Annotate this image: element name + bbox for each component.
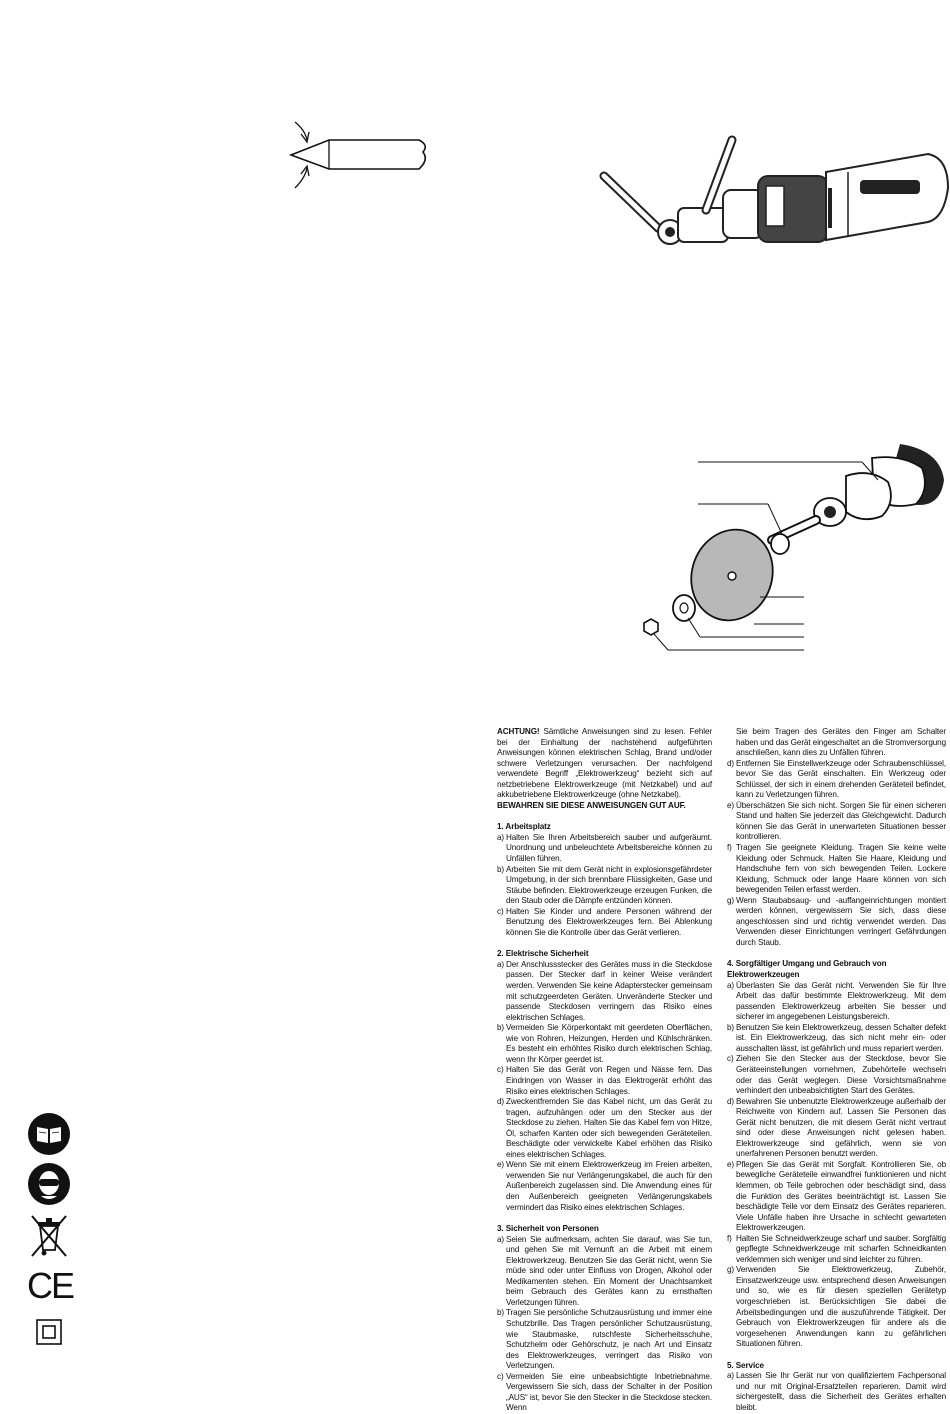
section-title: 4. Sorgfältiger Umgang und Gebrauch von Elektrowerkzeugen (727, 959, 887, 980)
list-item: c) Ziehen Sie den Stecker aus der Steckdose, bevor Sie Geräteeinstellungen vornehmen, Zubehörteile wechseln oder das Gerät weglegen. Diese Vorsichtsmaßnahme verhindert den unbeabsichtigten Start des Gerätes. (727, 1054, 946, 1096)
list-item: a) Seien Sie aufmerksam, achten Sie darauf, was Sie tun, und gehen Sie mit Vernunft an die Arbeit mit einem Elektrowerkzeug. Benutzen Sie das Gerät nicht, wenn Sie müde sind oder unter Einfluss von Drogen, Alkohol oder Medikamenten stehen. Ein Moment der Unachtsamkeit beim Gebrauch des Gerätes kann zu ernsthaften Verletzungen führen. (497, 1234, 712, 1307)
list-item: g) Wenn Staubabsaug- und -auffangeinrichtungen montiert werden können, vergewissern Sie sich, dass diese angeschlossen sind und richtig verwendet werden. Das Verwenden dieser Einrichtungen verringert Gefährdungen durch Staub. (727, 895, 946, 947)
list-item: b) Tragen Sie persönliche Schutzausrüstung und immer eine Schutzbrille. Das Tragen persönlicher Schutzausrüstung, wie Staubmaske, rutschfeste Sicherheitsschuhe, Schutzhelm oder Gehörschutz, je nach Art und Einsatz des Elektrowerkzeuges, verringert das Risiko von Verletzungen. (497, 1308, 712, 1371)
warning-text: Sämtliche Anweisungen sind zu lesen. Fehler bei der Einhaltung der nachstehend aufgeführten Anweisungen können elektrischen Schlag, Brand und/oder schwere Verletzungen verursachen. Der nachfolgend verwendete Begriff „Elektrowerkzeug“ bezieht sich auf netzbetriebene Elektrowerkzeuge (mit Netzkabel) und auf akkubetriebene Elektrowerkzeuge (ohne Netzkabel). (497, 727, 712, 800)
list-item: d) Entfernen Sie Einstellwerkzeuge oder Schraubenschlüssel, bevor Sie das Gerät einschalten. Ein Werkzeug oder Schlüssel, der sich in einem drehenden Geräteteil befindet, kann zu Verletzungen führen. (727, 758, 946, 800)
list-item: f) Tragen Sie geeignete Kleidung. Tragen Sie keine weite Kleidung oder Schmuck. Halten Sie Haare, Kleidung und Handschuhe fern von sich bewegenden Teilen. Lockere Kleidung, Schmuck oder lange Haare können von sich bewegenden Teilen erfasst werden. (727, 843, 946, 895)
list-item: e) Wenn Sie mit einem Elektrowerkzeug im Freien arbeiten, verwenden Sie nur Verlängerungskabel, die auch für den Außenbereich zugelassen sind. Die Anwendung eines für den Außenbereich geeigneten Verlängerungskabels vermindert das Risiko eines elektrischen Schlages. (497, 1160, 712, 1212)
list-item: f) Halten Sie Schneidwerkzeuge scharf und sauber. Sorgfältig gepflegte Schneidwerkzeuge mit scharfen Schneidkanten verklemmen sich weniger und sind leichter zu führen. (727, 1233, 946, 1264)
continuation-text: Sie beim Tragen des Gerätes den Finger am Schalter haben und das Gerät eingeschaltet an die Stromversorgung anschließen, kann dies zu Unfällen führen. (736, 727, 946, 758)
warning-label: ACHTUNG! (497, 727, 540, 736)
list-item: b) Vermeiden Sie Körperkontakt mit geerdeten Oberflächen, wie von Rohren, Heizungen, Herden und Kühlschränken. Es besteht ein erhöhtes Risiko durch elektrischen Schlag, wenn Ihr Körper geerdet ist. (497, 1023, 712, 1064)
list-item: c) Halten Sie Kinder und andere Personen während der Benutzung des Elektrowerkzeuges fern. Bei Ablenkung können Sie die Kontrolle über das Gerät verlieren. (497, 906, 712, 937)
list-item: d) Zweckentfremden Sie das Kabel nicht, um das Gerät zu tragen, aufzuhängen oder um den Stecker aus der Steckdose zu ziehen. Halten Sie das Kabel fern von Hitze, Öl, scharfen Kanten oder sich bewegenden Geräteteilen. Beschädigte oder verwickelte Kabel erhöhen das Risiko eines elektrischen Schlages. (497, 1097, 712, 1159)
disc-assembly-figure (640, 440, 950, 660)
list-item: a) Lassen Sie Ihr Gerät nur von qualifiziertem Fachpersonal und nur mit Original-Ersatzteilen reparieren. Damit wird sichergestellt, dass die Sicherheit des Gerätes erhalten bleibt. (727, 1371, 946, 1412)
list-item: c) Halten Sie das Gerät von Regen und Nässe fern. Das Eindringen von Wasser in das Elektrogerät erhöht das Risiko eines elektrischen Schlages. (497, 1065, 712, 1096)
read-manual-icon (27, 1112, 71, 1156)
list-item: d) Bewahren Sie unbenutzte Elektrowerkzeuge außerhalb der Reichweite von Kindern auf. Lassen Sie Personen das Gerät nicht benutzen, die mit diesem Gerät nicht vertraut sind oder diese Anweisungen nicht gelesen haben. Elektrowerkzeuge sind gefährlich, wenn sie von unerfahrenen Personen benutzt werden. (727, 1096, 946, 1159)
list-item: g) Verwenden Sie Elektrowerkzeug, Zubehör, Einsatzwerkzeuge usw. entsprechend diesen Anweisungen und so, wie es für diesen speziellen Gerätetyp vorgeschrieben ist. Berücksichtigen Sie dabei die Arbeitsbedingungen und die auszuführende Tätigkeit. Der Gebrauch von Elektrowerkzeugen für andere als die vorgesehenen Anwendungen kann zu gefährlichen Situationen führen. (727, 1265, 946, 1349)
right-text-column (727, 727, 946, 1413)
list-item: a) Überlasten Sie das Gerät nicht. Verwenden Sie für Ihre Arbeit das dafür bestimmte Elektrowerkzeug. Mit dem passenden Elektrowerkzeug arbeiten Sie besser und sicherer im angegebenen Leistungsbereich. (727, 980, 946, 1022)
list-item: a) Der Anschlussstecker des Gerätes muss in die Steckdose passen. Der Stecker darf in keiner Weise verändert werden. Verwenden Sie keine Adapterstecker gemeinsam mit schutzgeerdeten Geräten. Unveränderte Stecker und passende Steckdosen verringern das Risiko eines elektrischen Schlages. (497, 959, 712, 1022)
left-text-column (497, 727, 712, 1414)
electrode-tip-figure (283, 112, 433, 202)
section-title: 5. Service (727, 1360, 764, 1370)
list-item: b) Benutzen Sie kein Elektrowerkzeug, dessen Schalter defekt ist. Ein Elektrowerkzeug, das sich nicht mehr ein- oder ausschalten lässt, ist gefährlich und muss repariert werden. (727, 1022, 946, 1053)
keep-instructions-notice: BEWAHREN SIE DIESE ANWEISUNGEN GUT AUF. (497, 800, 686, 810)
ce-mark-icon: CE (27, 1265, 74, 1306)
section-title: 3. Sicherheit von Personen (497, 1224, 599, 1234)
weee-bin-icon (27, 1212, 71, 1260)
list-item: e) Überschätzen Sie sich nicht. Sorgen Sie für einen sicheren Stand und halten Sie jederzeit das Gleichgewicht. Dadurch können Sie das Gerät in unerwarteten Situationen besser kontrollieren. (727, 800, 946, 842)
list-item: e) Pflegen Sie das Gerät mit Sorgfalt. Kontrollieren Sie, ob bewegliche Geräteteile einwandfrei funktionieren und nicht klemmen, ob Teile gebrochen oder beschädigt sind, dass die Funktion des Gerätes beeinträchtigt ist. Lassen Sie beschädigte Teile vor dem Einsatz des Gerätes reparieren. Viele Unfälle haben ihre Ursache in schlecht gewarteten Elektrowerkzeugen. (727, 1159, 946, 1233)
section-title: 1. Arbeitsplatz (497, 822, 551, 832)
section-title: 2. Elektrische Sicherheit (497, 949, 589, 959)
class-ii-icon (27, 1318, 71, 1348)
intro-paragraph (497, 727, 712, 801)
eye-protection-icon (27, 1162, 71, 1206)
die-grinder-figure (598, 128, 950, 258)
list-item: b) Arbeiten Sie mit dem Gerät nicht in explosionsgefährdeter Umgebung, in der sich brennbare Flüssigkeiten, Gase und Stäube befinden. Elektrowerkzeuge erzeugen Funken, die den Staub oder die Dämpfe entzünden können. (497, 864, 712, 906)
list-item: c) Vermeiden Sie eine unbeabsichtigte Inbetriebnahme. Vergewissern Sie sich, dass der Schalter in der Position „AUS“ ist, bevor Sie den Stecker in die Steckdose stecken. Wenn (497, 1371, 712, 1413)
list-item: a) Halten Sie Ihren Arbeitsbereich sauber und aufgeräumt. Unordnung und unbeleuchtete Arbeitsbereiche können zu Unfällen führen. (497, 832, 712, 864)
